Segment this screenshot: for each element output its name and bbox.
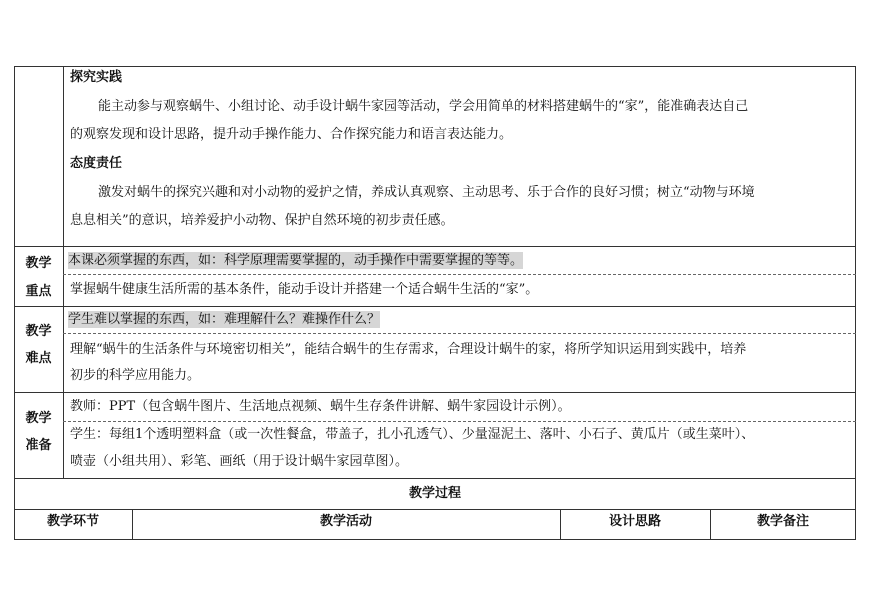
key-points-label-2: 重点 — [25, 284, 52, 299]
row-divider — [14, 509, 856, 510]
preparation-student-1: 学生：每组1个透明塑料盒（或一次性餐盒，带盖子，扎小孔透气）、少量湿泥土、落叶、小石子、黄瓜片（或生菜叶）、 — [70, 427, 755, 442]
preparation-student-2: 喷壶（小组共用）、彩笔、画纸（用于设计蜗牛家园草图）。 — [70, 454, 409, 469]
attitude-text-1: 激发对蜗牛的探究兴趣和对小动物的爱护之情，养成认真观察、主动思考、乐于合作的良好习惯；树立“动物与环境 — [98, 185, 755, 200]
preparation-label-2: 准备 — [25, 438, 52, 453]
attitude-text-2: 息息相关”的意识，培养爱护小动物、保护自然环境的初步责任感。 — [70, 213, 454, 228]
difficulties-hint: 学生难以掌握的东西，如：难理解什么？难操作什么？ — [68, 312, 381, 327]
column-header: 设计思路 — [608, 514, 661, 529]
column-header: 教学环节 — [46, 514, 99, 529]
column-header: 教学备注 — [756, 514, 809, 529]
label-column-divider — [63, 66, 64, 478]
inquiry-text-1: 能主动参与观察蜗牛、小组讨论、动手设计蜗牛家园等活动，学会用简单的材料搭建蜗牛的“家”，能准确表达自己 — [98, 99, 749, 114]
key-points-label-1: 教学 — [25, 256, 52, 271]
dashed-divider — [63, 421, 856, 422]
preparation-label-1: 教学 — [25, 411, 52, 426]
row-divider — [14, 392, 856, 393]
process-title: 教学过程 — [408, 486, 461, 501]
key-points-hint: 本课必须掌握的东西，如：科学原理需要掌握的，动手操作中需要掌握的等等。 — [68, 253, 524, 268]
row-divider — [14, 306, 856, 307]
dashed-divider — [63, 333, 856, 334]
inquiry-heading: 探究实践 — [70, 70, 123, 85]
row-divider — [14, 246, 856, 247]
difficulties-label-1: 教学 — [25, 324, 52, 339]
inquiry-text-2: 的观察发现和设计思路，提升动手操作能力、合作探究能力和语言表达能力。 — [70, 127, 513, 142]
preparation-teacher: 教师：PPT（包含蜗牛图片、生活地点视频、蜗牛生存条件讲解、蜗牛家园设计示例）。 — [70, 399, 571, 414]
difficulties-content-2: 初步的科学应用能力。 — [70, 368, 201, 383]
row-divider — [14, 478, 856, 479]
difficulties-content-1: 理解“蜗牛的生活条件与环境密切相关”，能结合蜗牛的生存需求，合理设计蜗牛的家，将所学知识运用到实践中，培养 — [70, 342, 747, 357]
key-points-content: 掌握蜗牛健康生活所需的基本条件，能动手设计并搭建一个适合蜗牛生活的“家”。 — [70, 282, 539, 297]
dashed-divider — [63, 274, 856, 275]
attitude-heading: 态度责任 — [70, 156, 123, 171]
difficulties-label-2: 难点 — [25, 351, 52, 366]
column-header: 教学活动 — [319, 514, 372, 529]
